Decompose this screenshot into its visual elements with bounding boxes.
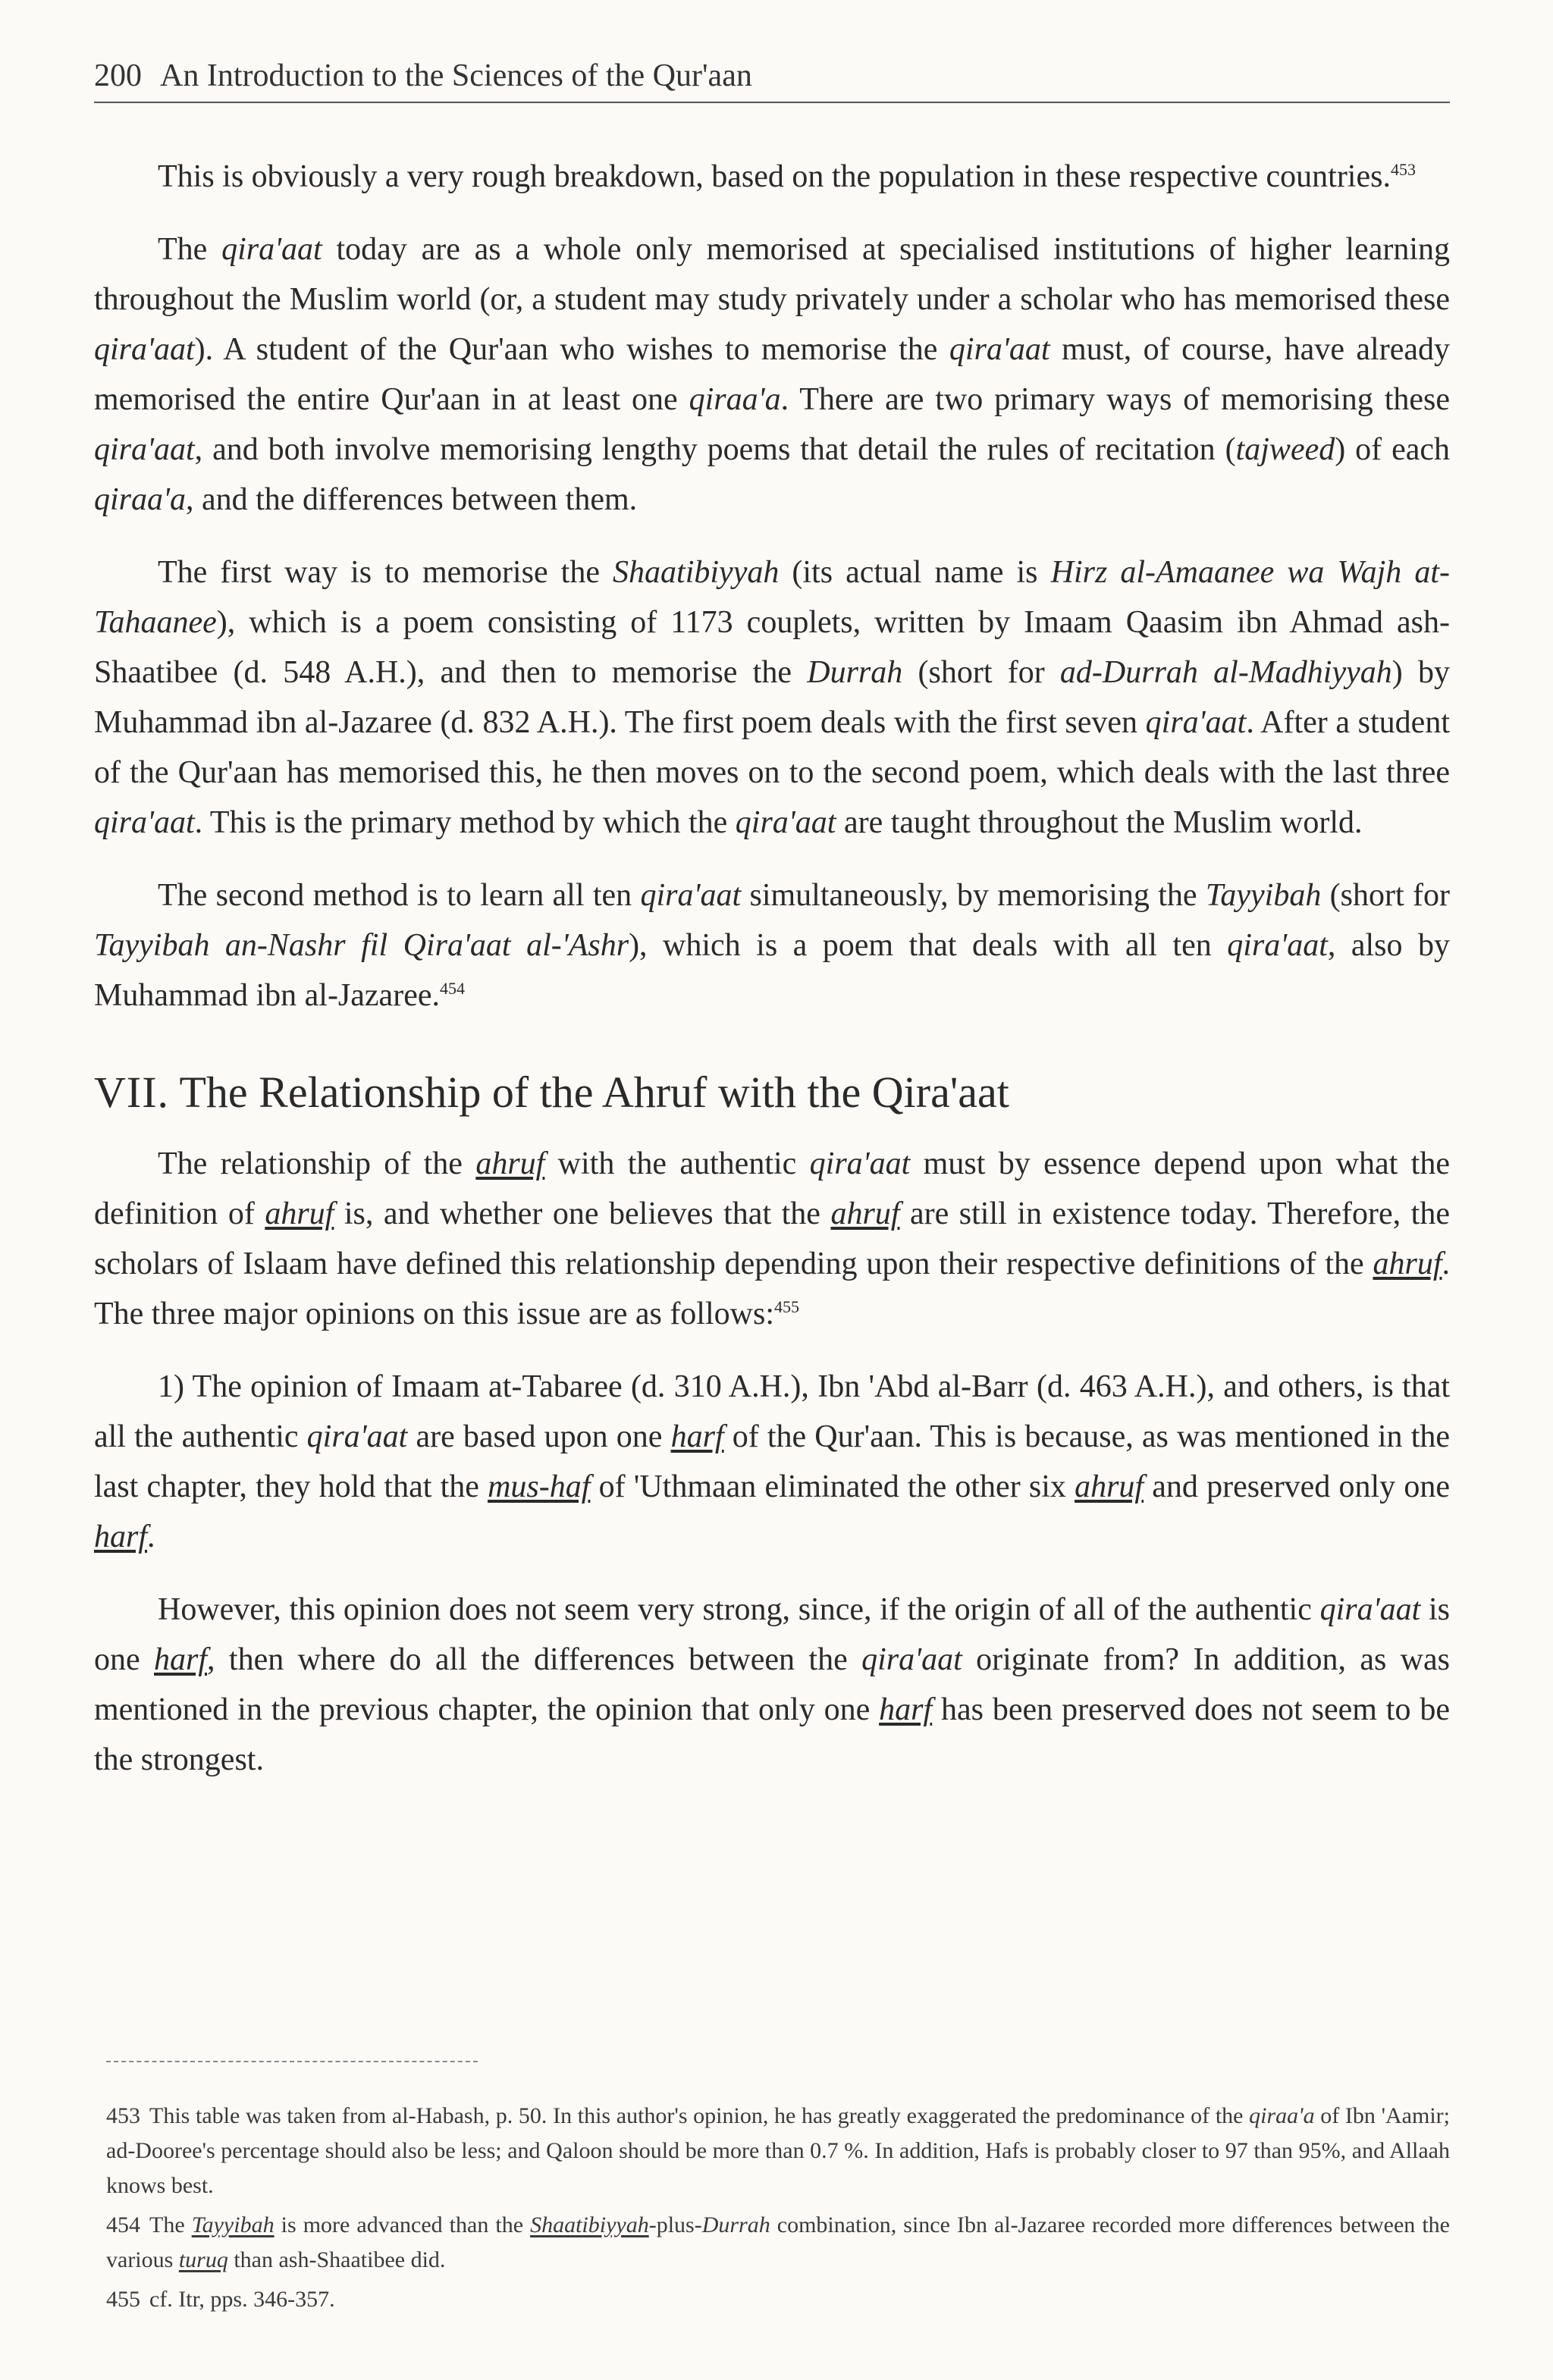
section-heading — [94, 1066, 1450, 1119]
footnote-455: 455 cf. Itr, pps. 346-357. — [106, 2287, 335, 2312]
paragraph-3: The first way is to memorise the Shaatibiyyah (its actual name is Hirz al-Amaanee wa Wajh at-Tahaanee), which is a poem consisting of 1173 couplets, written by Imaam Qaasim ibn Ahmad ash-Shaatibee (d. 548 A.H.), and then to memorise the Durrah (short for ad-Durrah al-Madhiyyah) by Muhammad ibn al-Jazaree (d. 832 A.H.). The first poem deals with the first seven qira'aat. After a student of the Qur'aan has memorised this, he then moves on to the second poem, which deals with the last three qira'aat. This is the primary method by which the qira'aat are taught throughout the Muslim world. — [94, 555, 1450, 840]
main-text — [94, 152, 1450, 1785]
footnote-ref-454[interactable]: 454 — [439, 979, 465, 998]
footnote-number: 454 — [106, 2212, 140, 2237]
paragraph-1: This is obviously a very rough breakdown, based on the population in these respective countries.$^{453}$ — [158, 159, 1416, 194]
footnote-number: 455 — [106, 2287, 140, 2312]
section-number: VII. — [94, 1068, 170, 1117]
footnote-ref-455[interactable]: 455 — [774, 1297, 799, 1316]
paragraph-5: The relationship of the ahruf with the authentic qira'aat must by essence depend upon what the definition of ahruf is, and whether one believes that the ahruf are still in existence today. Therefore, the scholars of Islaam have defined this relationship depending upon their respective definitions of the ahruf. The three major opinions on this issue are as follows:$^{455}$ — [94, 1146, 1450, 1331]
footnote-divider — [106, 2061, 478, 2062]
page-number: 200 — [94, 58, 142, 93]
section-title: The Relationship of the Ahruf with the Qira'aat — [179, 1068, 1009, 1117]
footnote-453: 453 This table was taken from al-Habash, p. 50. In this author's opinion, he has greatly exaggerated the predominance of the qiraa'a of Ibn 'Aamir; ad-Dooree's percentage should also be less; and Qaloon should be more than 0.7 %. In addition, Hafs is probably closer to 97 than 95%, and Allaah knows best. — [106, 2103, 1450, 2198]
footnote-454: 454 The Tayyibah is more advanced than the Shaatibiyyah-plus-Durrah combination, since Ibn al-Jazaree recorded more differences between the various turuq than ash-Shaatibee did. — [106, 2212, 1450, 2272]
paragraph-2: The qira'aat today are as a whole only memorised at specialised institutions of higher learning throughout the Muslim world (or, a student may study privately under a scholar who has memorised these qira'aat). A student of the Qur'aan who wishes to memorise the qira'aat must, of course, have already memorised the entire Qur'aan in at least one qiraa'a. There are two primary ways of memorising these qira'aat, and both involve memorising lengthy poems that detail the rules of recitation (tajweed) of each qiraa'a, and the differences between them. — [94, 232, 1450, 517]
paragraph-7: However, this opinion does not seem very strong, since, if the origin of all of the authentic qira'aat is one harf, then where do all the differences between the qira'aat originate from? In addition, as was mentioned in the previous chapter, the opinion that only one harf has been preserved does not seem to be the strongest. — [94, 1592, 1451, 1777]
running-header — [94, 55, 1450, 103]
footnote-number: 453 — [106, 2103, 140, 2128]
footnotes — [106, 2099, 1450, 2322]
paragraph-4: The second method is to learn all ten qira'aat simultaneously, by memorising the Tayyibah (short for Tayyibah an-Nashr fil Qira'aat al-'Ashr), which is a poem that deals with all ten qira'aat, also by Muhammad ibn al-Jazaree.$^{454}$ — [94, 878, 1450, 1013]
footnote-ref-453[interactable]: 453 — [1390, 160, 1416, 179]
running-title: An Introduction to the Sciences of the Qur'aan — [160, 58, 752, 93]
paragraph-6: 1) The opinion of Imaam at-Tabaree (d. 310 A.H.), Ibn 'Abd al-Barr (d. 463 A.H.), and others, is that all the authentic qira'aat are based upon one harf of the Qur'aan. This is because, as was mentioned in the last chapter, they hold that the mus-haf of 'Uthmaan eliminated the other six ahruf and preserved only one harf. — [94, 1369, 1451, 1554]
